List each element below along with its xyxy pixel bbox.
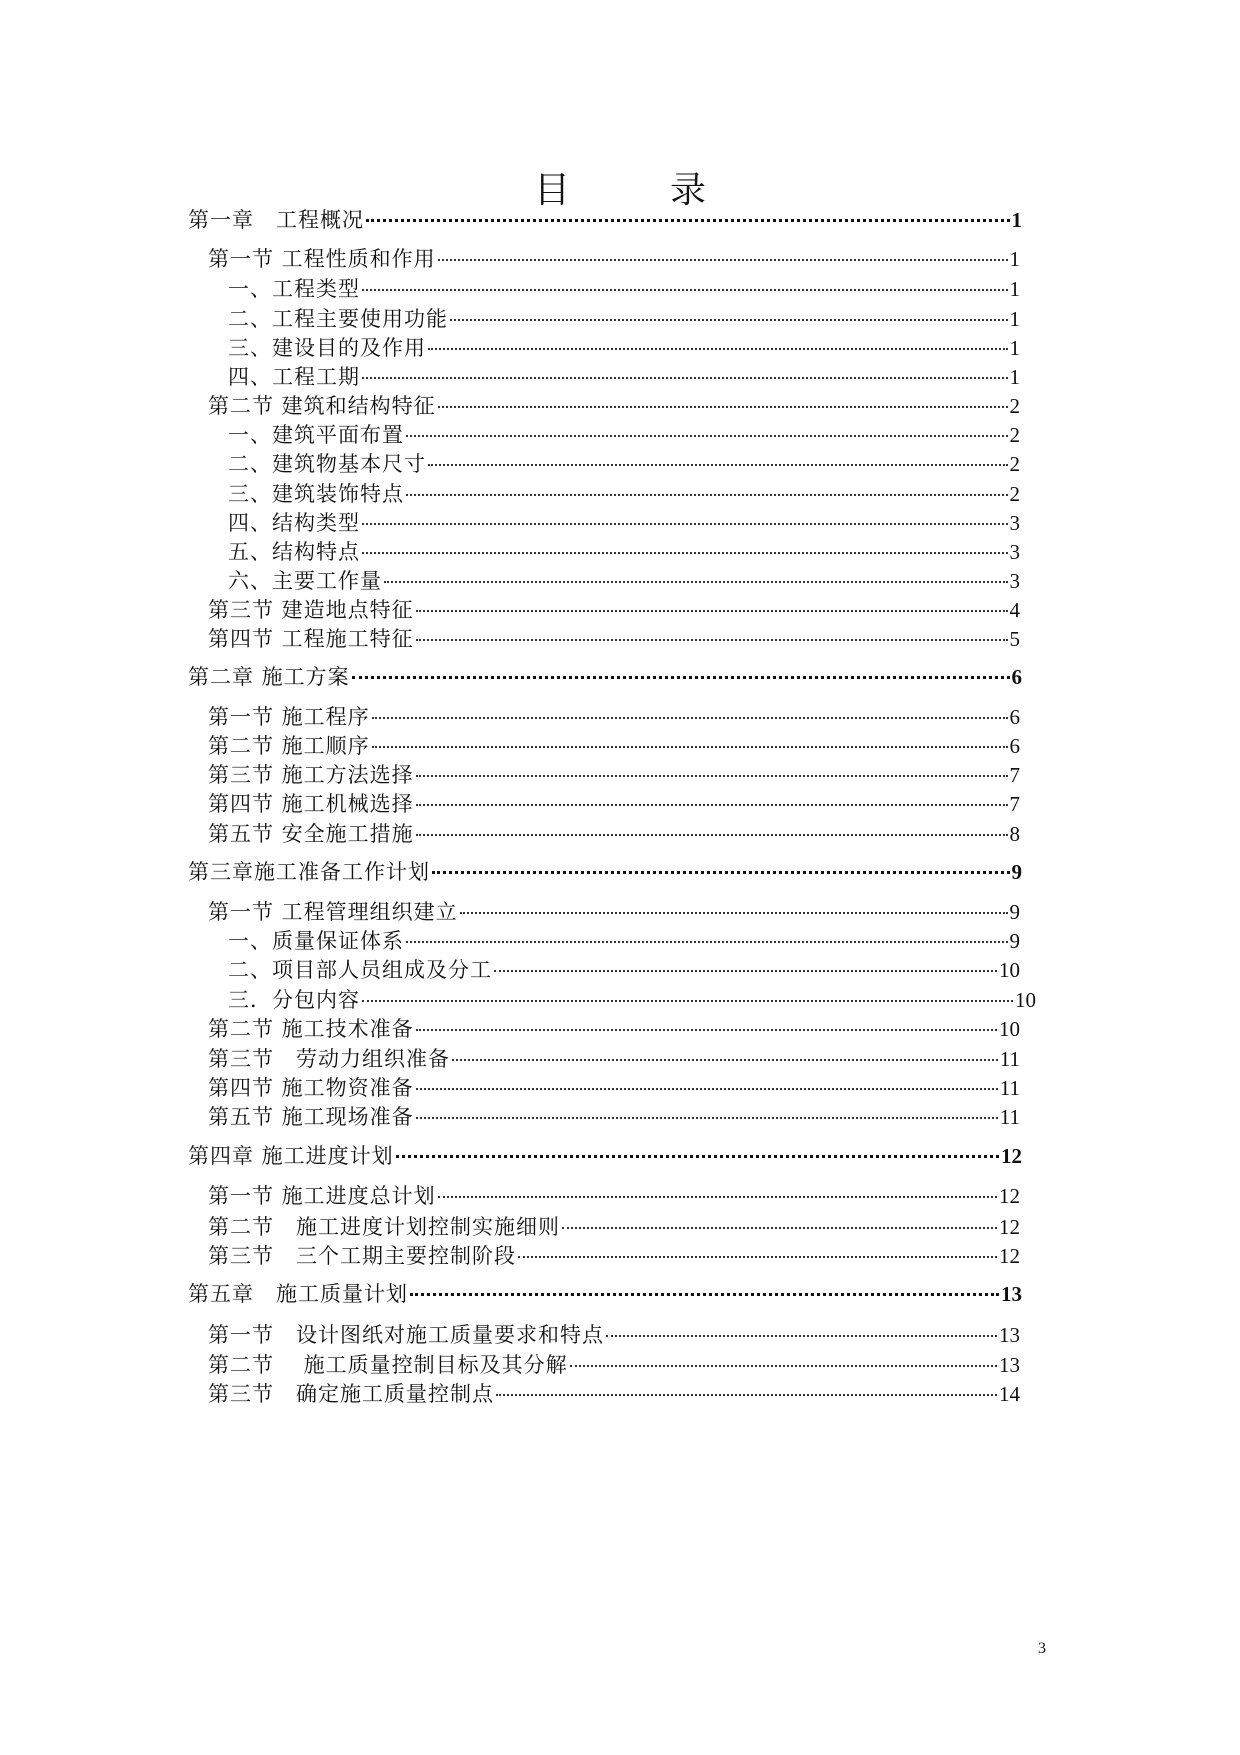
- toc-entry-page: 3: [1009, 569, 1020, 593]
- toc-entry-label: 四、结构类型: [228, 511, 360, 535]
- toc-entry-label: 六、主要工作量: [228, 569, 382, 593]
- dot-leader: [428, 348, 1008, 350]
- dot-leader: [362, 289, 1008, 291]
- toc-entry-chapter[interactable]: [188, 857, 1022, 887]
- toc-entry-section[interactable]: [208, 760, 1020, 790]
- dot-leader: [570, 1365, 997, 1367]
- toc-entry-label: 第三章施工准备工作计划: [188, 860, 430, 884]
- title-char-2: 录: [670, 170, 707, 211]
- toc-entry-page: 2: [1009, 394, 1020, 418]
- dot-leader: [416, 775, 1008, 777]
- toc-entry-section[interactable]: [208, 1212, 1020, 1242]
- toc-entry-label: 第四章 施工进度计划: [188, 1144, 394, 1168]
- toc-entry-item[interactable]: [228, 333, 1020, 363]
- toc-entry-item[interactable]: [228, 985, 1036, 1015]
- toc-entry-page: 11: [999, 1047, 1020, 1071]
- toc-entry-section[interactable]: [208, 1102, 1020, 1132]
- dot-leader: [428, 464, 1008, 466]
- toc-entry-section[interactable]: [208, 624, 1020, 654]
- toc-entry-label: 一、质量保证体系: [228, 929, 404, 953]
- dot-leader: [452, 1059, 998, 1061]
- toc-entry-page: 3: [1009, 540, 1020, 564]
- toc-entry-page: 13: [999, 1353, 1020, 1377]
- dot-leader: [362, 552, 1008, 554]
- toc-entry-section[interactable]: [208, 1350, 1020, 1380]
- toc-entry-chapter[interactable]: [188, 1279, 1022, 1309]
- dot-leader: [562, 1227, 997, 1229]
- toc-entry-section[interactable]: [208, 391, 1020, 421]
- toc-entry-label: 第一节 设计图纸对施工质量要求和特点: [208, 1323, 604, 1347]
- dot-leader: [432, 871, 1010, 874]
- toc-entry-page: 1: [1009, 336, 1020, 360]
- toc-entry-label: 第四节 工程施工特征: [208, 627, 414, 651]
- toc-entry-label: 第三节 建造地点特征: [208, 598, 414, 622]
- toc-entry-label: 第一节 施工进度总计划: [208, 1184, 436, 1208]
- toc-entry-section[interactable]: [208, 819, 1020, 849]
- dot-leader: [396, 1155, 999, 1158]
- toc-entry-chapter[interactable]: [188, 205, 1022, 235]
- toc-entry-page: 1: [1011, 208, 1022, 232]
- toc-entry-page: 10: [999, 1017, 1020, 1041]
- title-char-1: 目: [533, 170, 570, 211]
- toc-entry-label: 第二章 施工方案: [188, 665, 350, 689]
- toc-entry-label: 第二节 施工技术准备: [208, 1017, 414, 1041]
- toc-entry-label: 第三节 三个工期主要控制阶段: [208, 1244, 516, 1268]
- dot-leader: [362, 523, 1008, 525]
- toc-entry-page: 13: [999, 1323, 1020, 1347]
- dot-leader: [416, 1029, 997, 1031]
- toc-entry-label: 三、建设目的及作用: [228, 336, 426, 360]
- toc-entry-page: 5: [1009, 627, 1020, 651]
- dot-leader: [496, 1394, 997, 1396]
- toc-entry-chapter[interactable]: [188, 662, 1022, 692]
- toc-entry-page: 1: [1009, 307, 1020, 331]
- toc-entry-label: 二、项目部人员组成及分工: [228, 958, 492, 982]
- toc-entry-label: 三．分包内容: [228, 988, 360, 1012]
- toc-entry-item[interactable]: [228, 926, 1020, 956]
- toc-entry-label: 三、建筑装饰特点: [228, 482, 404, 506]
- toc-entry-page: 4: [1009, 598, 1020, 622]
- dot-leader: [416, 639, 1008, 641]
- toc-entry-item[interactable]: [228, 479, 1020, 509]
- toc-entry-label: 第二节 施工质量控制目标及其分解: [208, 1353, 568, 1377]
- toc-entry-label: 第一节 施工程序: [208, 705, 370, 729]
- toc-entry-page: 12: [999, 1184, 1020, 1208]
- toc-entry-page: 1: [1009, 277, 1020, 301]
- toc-entry-section[interactable]: [208, 731, 1020, 761]
- toc-entry-page: 1: [1009, 365, 1020, 389]
- toc-entry-page: 9: [1009, 900, 1020, 924]
- toc-entry-section[interactable]: [208, 789, 1020, 819]
- dot-leader: [362, 1000, 1013, 1002]
- toc-entry-page: 2: [1009, 452, 1020, 476]
- dot-leader: [416, 834, 1008, 836]
- toc-entry-chapter[interactable]: [188, 1141, 1022, 1171]
- dot-leader: [606, 1335, 997, 1337]
- toc-entry-label: 第四节 施工物资准备: [208, 1076, 414, 1100]
- dot-leader: [406, 494, 1008, 496]
- dot-leader: [416, 610, 1008, 612]
- dot-leader: [416, 1088, 998, 1090]
- page-number: 3: [1038, 1640, 1046, 1657]
- toc-entry-page: 1: [1009, 247, 1020, 271]
- toc-entry-label: 第五节 施工现场准备: [208, 1105, 414, 1129]
- toc-entry-page: 11: [999, 1105, 1020, 1129]
- toc-entry-label: 第二节 施工顺序: [208, 734, 370, 758]
- dot-leader: [494, 970, 997, 972]
- dot-leader: [406, 941, 1008, 943]
- toc-entry-section[interactable]: [208, 595, 1020, 625]
- toc-entry-label: 第二节 建筑和结构特征: [208, 394, 436, 418]
- dot-leader: [352, 676, 1010, 679]
- toc-entry-label: 一、工程类型: [228, 277, 360, 301]
- toc-entry-section[interactable]: [208, 1044, 1020, 1074]
- dot-leader: [450, 319, 1008, 321]
- toc-entry-item[interactable]: [228, 362, 1020, 392]
- dot-leader: [460, 912, 1008, 914]
- toc-entry-label: 第一节 工程管理组织建立: [208, 900, 458, 924]
- toc-entry-section[interactable]: [208, 1241, 1020, 1271]
- dot-leader: [416, 804, 1008, 806]
- toc-entry-section[interactable]: [208, 702, 1020, 732]
- toc-entry-label: 第三节 确定施工质量控制点: [208, 1382, 494, 1406]
- toc-entry-label: 第三节 劳动力组织准备: [208, 1047, 450, 1071]
- toc-entry-section[interactable]: [208, 244, 1020, 274]
- toc-entry-page: 6: [1011, 665, 1022, 689]
- toc-entry-page: 9: [1011, 860, 1022, 884]
- toc-entry-page: 6: [1009, 734, 1020, 758]
- toc-entry-label: 二、建筑物基本尺寸: [228, 452, 426, 476]
- toc-entry-page: 13: [1001, 1282, 1022, 1306]
- toc-entry-page: 12: [1001, 1144, 1022, 1168]
- toc-entry-label: 第三节 施工方法选择: [208, 763, 414, 787]
- toc-entry-item[interactable]: [228, 274, 1020, 304]
- dot-leader: [384, 581, 1008, 583]
- toc-entry-page: 2: [1009, 423, 1020, 447]
- toc-entry-item[interactable]: [228, 420, 1020, 450]
- dot-leader: [438, 1196, 997, 1198]
- dot-leader: [406, 435, 1008, 437]
- dot-leader: [416, 1117, 998, 1119]
- toc-entry-page: 8: [1009, 822, 1020, 846]
- toc-entry-page: 2: [1009, 482, 1020, 506]
- toc-entry-label: 第五章 施工质量计划: [188, 1282, 408, 1306]
- toc-entry-page: 7: [1009, 763, 1020, 787]
- toc-entry-page: 6: [1009, 705, 1020, 729]
- toc-entry-label: 第一章 工程概况: [188, 208, 364, 232]
- toc-entry-page: 10: [1015, 988, 1036, 1012]
- toc-entry-item[interactable]: [228, 566, 1020, 596]
- toc-entry-label: 一、建筑平面布置: [228, 423, 404, 447]
- toc-entry-section[interactable]: [208, 1320, 1020, 1350]
- toc-entry-label: 第一节 工程性质和作用: [208, 247, 436, 271]
- toc-entry-label: 五、结构特点: [228, 540, 360, 564]
- toc-entry-page: 14: [999, 1382, 1020, 1406]
- toc-entry-section[interactable]: [208, 1014, 1020, 1044]
- dot-leader: [372, 717, 1008, 719]
- toc-entry-page: 7: [1009, 792, 1020, 816]
- toc-entry-item[interactable]: [228, 955, 1020, 985]
- toc-entry-section[interactable]: [208, 1181, 1020, 1211]
- toc-entry-label: 二、工程主要使用功能: [228, 307, 448, 331]
- toc-entry-page: 10: [999, 958, 1020, 982]
- toc-entry-page: 12: [999, 1215, 1020, 1239]
- toc-entry-item[interactable]: [228, 304, 1020, 334]
- toc-entry-item[interactable]: [228, 508, 1020, 538]
- toc-entry-label: 四、工程工期: [228, 365, 360, 389]
- toc-entry-page: 9: [1009, 929, 1020, 953]
- toc-entry-section[interactable]: [208, 897, 1020, 927]
- dot-leader: [372, 746, 1008, 748]
- toc-entry-label: 第二节 施工进度计划控制实施细则: [208, 1215, 560, 1239]
- toc-entry-page: 3: [1009, 511, 1020, 535]
- dot-leader: [438, 259, 1008, 261]
- dot-leader: [518, 1256, 997, 1258]
- toc-entry-section[interactable]: [208, 1379, 1020, 1409]
- toc-entry-item[interactable]: [228, 537, 1020, 567]
- dot-leader: [362, 377, 1008, 379]
- toc-entry-page: 12: [999, 1244, 1020, 1268]
- toc-entry-page: 11: [999, 1076, 1020, 1100]
- toc-entry-label: 第四节 施工机械选择: [208, 792, 414, 816]
- dot-leader: [438, 406, 1008, 408]
- toc-entry-label: 第五节 安全施工措施: [208, 822, 414, 846]
- dot-leader: [410, 1293, 999, 1296]
- toc-entry-section[interactable]: [208, 1073, 1020, 1103]
- toc-entry-item[interactable]: [228, 449, 1020, 479]
- dot-leader: [366, 219, 1010, 222]
